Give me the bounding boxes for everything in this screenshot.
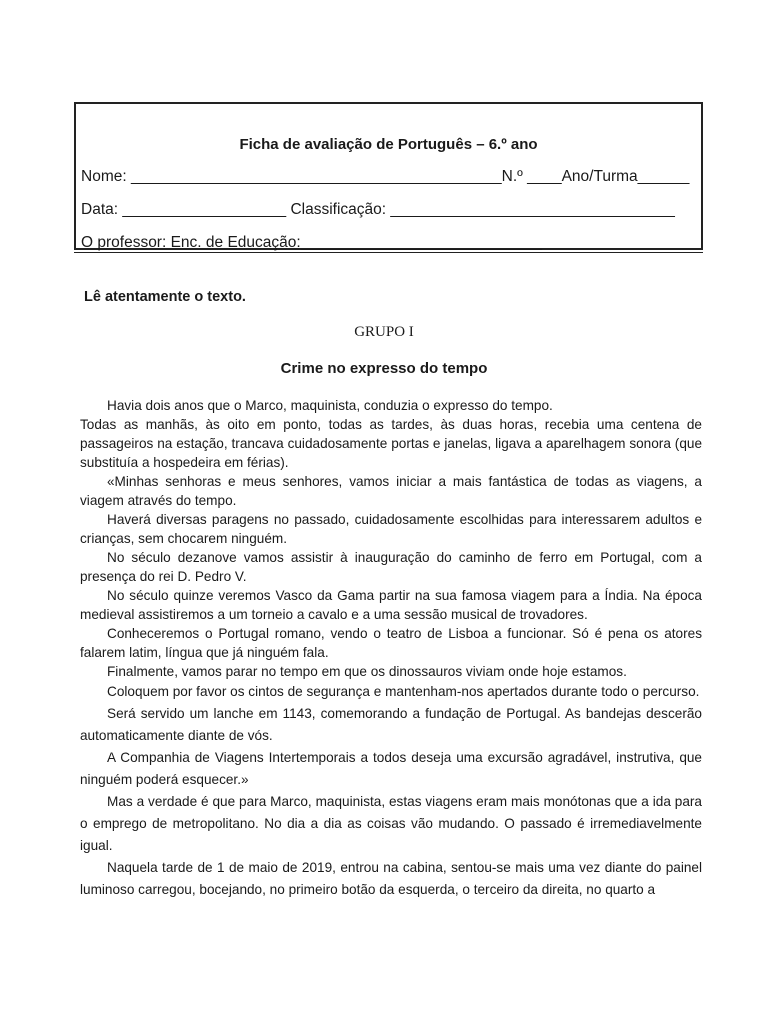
paragraph: No século quinze veremos Vasco da Gama partir na sua famosa viagem para a Índia. Na época medieval assistiremos a um torneio a cavalo e a uma sessão musical de trovadores. <box>80 588 702 622</box>
paragraph: Todas as manhãs, às oito em ponto, todas as tardes, às duas horas, recebia uma centena de passageiros na estação, trancava cuidadosamente portas e janelas, ligava a aparelhagem sonora (que substituía a hospedeira em férias). <box>80 417 702 470</box>
paragraph: Havia dois anos que o Marco, maquinista, conduzia o expresso do tempo. <box>107 398 553 413</box>
paragraph: No século dezanove vamos assistir à inauguração do caminho de ferro em Portugal, com a presença do rei D. Pedro V. <box>80 550 702 584</box>
paragraph: A Companhia de Viagens Intertemporais a todos deseja uma excursão agradável, instrutiva, que ninguém poderá esquecer.» <box>80 750 702 787</box>
paragraph: Finalmente, vamos parar no tempo em que os dinossauros viviam onde hoje estamos. <box>107 664 627 679</box>
paragraph: Mas a verdade é que para Marco, maquinista, estas viagens eram mais monótonas que a ida para o emprego de metropolitano. No dia a dia as coisas vão mudando. O passado é irremediavelmente igual. <box>80 794 702 853</box>
date-grade-line: Data: ___________________ Classificação: _________________________________ <box>81 201 675 218</box>
paragraph: Conheceremos o Portugal romano, vendo o teatro de Lisboa a funcionar. Só é pena os atores falarem latim, língua que já ninguém fala. <box>80 626 702 660</box>
paragraph: Será servido um lanche em 1143, comemorando a fundação de Portugal. As bandejas descerão automaticamente diante de vós. <box>80 706 702 743</box>
reading-instruction: Lê atentamente o texto. <box>84 289 246 305</box>
worksheet-title: Ficha de avaliação de Português – 6.º ano <box>239 136 538 153</box>
header-box <box>74 102 703 250</box>
paragraph: Naquela tarde de 1 de maio de 2019, entrou na cabina, sentou-se mais uma vez diante do painel luminoso carregou, bocejando, no primeiro botão da esquerda, o terceiro da direita, no quarto a <box>80 860 702 897</box>
story-title: Crime no expresso do tempo <box>280 360 488 377</box>
teacher-guardian-line: O professor: Enc. de Educação:____________________________ <box>81 234 543 251</box>
group-label: GRUPO I <box>354 324 414 340</box>
name-number-class-line: Nome: ___________________________________________N.º ____Ano/Turma______ <box>81 168 690 185</box>
story-body <box>80 396 702 901</box>
paragraph: Coloquem por favor os cintos de segurança e mantenham-nos apertados durante todo o percurso. <box>107 684 700 699</box>
paragraph: «Minhas senhoras e meus senhores, vamos iniciar a mais fantástica de todas as viagens, a viagem através do tempo. <box>80 474 702 508</box>
paragraph: Haverá diversas paragens no passado, cuidadosamente escolhidas para interessarem adultos e crianças, sem chocarem ninguém. <box>80 512 702 546</box>
